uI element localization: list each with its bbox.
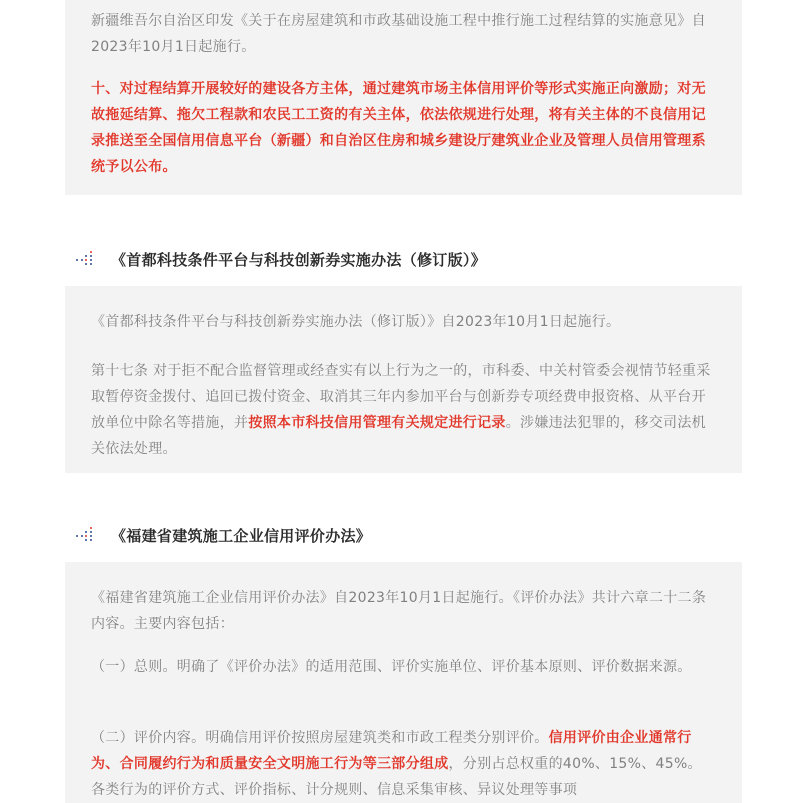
dots-icon (76, 251, 94, 267)
content-box-xinjiang (65, 0, 742, 195)
dots-icon (76, 527, 94, 543)
section-title-capital: 《首都科技条件平台与科技创新券实施办法（修订版）》 (111, 250, 487, 269)
fujian-item-two-paragraph (91, 725, 716, 803)
content-box-fujian (65, 562, 742, 803)
section-heading-fujian (76, 522, 371, 548)
section-title-fujian: 《福建省建筑施工企业信用评价办法》 (111, 526, 372, 545)
fujian-intro-paragraph: 《福建省建筑施工企业信用评价办法》自2023年10月1日起施行。《评价办法》共计六章二十二条内容。主要内容包括： (91, 590, 707, 632)
fujian-item-two-text-2: ，分别占总权重的40%、15%、45%。各类行为的评价方式、评价指标、计分规则、信息采集审核、异议处理等事项 (91, 756, 702, 798)
xinjiang-intro-paragraph: 新疆维吾尔自治区印发《关于在房屋建筑和市政基础设施工程中推行施工过程结算的实施意见》自2023年10月1日起施行。 (91, 13, 706, 55)
capital-article-17-highlight: 按照本市科技信用管理有关规定进行记录 (248, 415, 506, 431)
capital-article-17-paragraph (91, 358, 716, 462)
fujian-item-two-highlight: 信用评价由企业通常行为、合同履约行为和质量安全文明施工行为等三部分组成 (91, 730, 692, 772)
capital-intro-paragraph: 《首都科技条件平台与科技创新券实施办法（修订版）》自2023年10月1日起施行。 (91, 314, 621, 330)
fujian-item-two-text-1: （二）评价内容。明确信用评价按照房屋建筑类和市政工程类分别评价。 (91, 730, 549, 746)
section-heading-capital (76, 246, 486, 272)
xinjiang-article-ten-paragraph: 十、对过程结算开展较好的建设各方主体，通过建筑市场主体信用评价等形式实施正向激励；对无故拖延结算、拖欠工程款和农民工工资的有关主体，依法依规进行处理，将有关主体的不良信用记录推送至全国信用信息平台（新疆）和自治区住房和城乡建设厅建筑业企业及管理人员信用管理系统予以公布。 (91, 81, 706, 175)
capital-article-17-text-1: 第十七条 对于拒不配合监督管理或经查实有以上行为之一的，市科委、中关村管委会视情节轻重采取暂停资金拨付、追回已拨付资金、取消其三年内参加平台与创新券专项经费申报资格、从平台开放单位中除名等措施，并 (91, 363, 711, 431)
fujian-item-one-paragraph: （一）总则。明确了《评价办法》的适用范围、评价实施单位、评价基本原则、评价数据来源。 (91, 659, 692, 675)
capital-article-17-text-2: 。涉嫌违法犯罪的，移交司法机关依法处理。 (91, 415, 706, 457)
content-box-capital (65, 286, 742, 473)
